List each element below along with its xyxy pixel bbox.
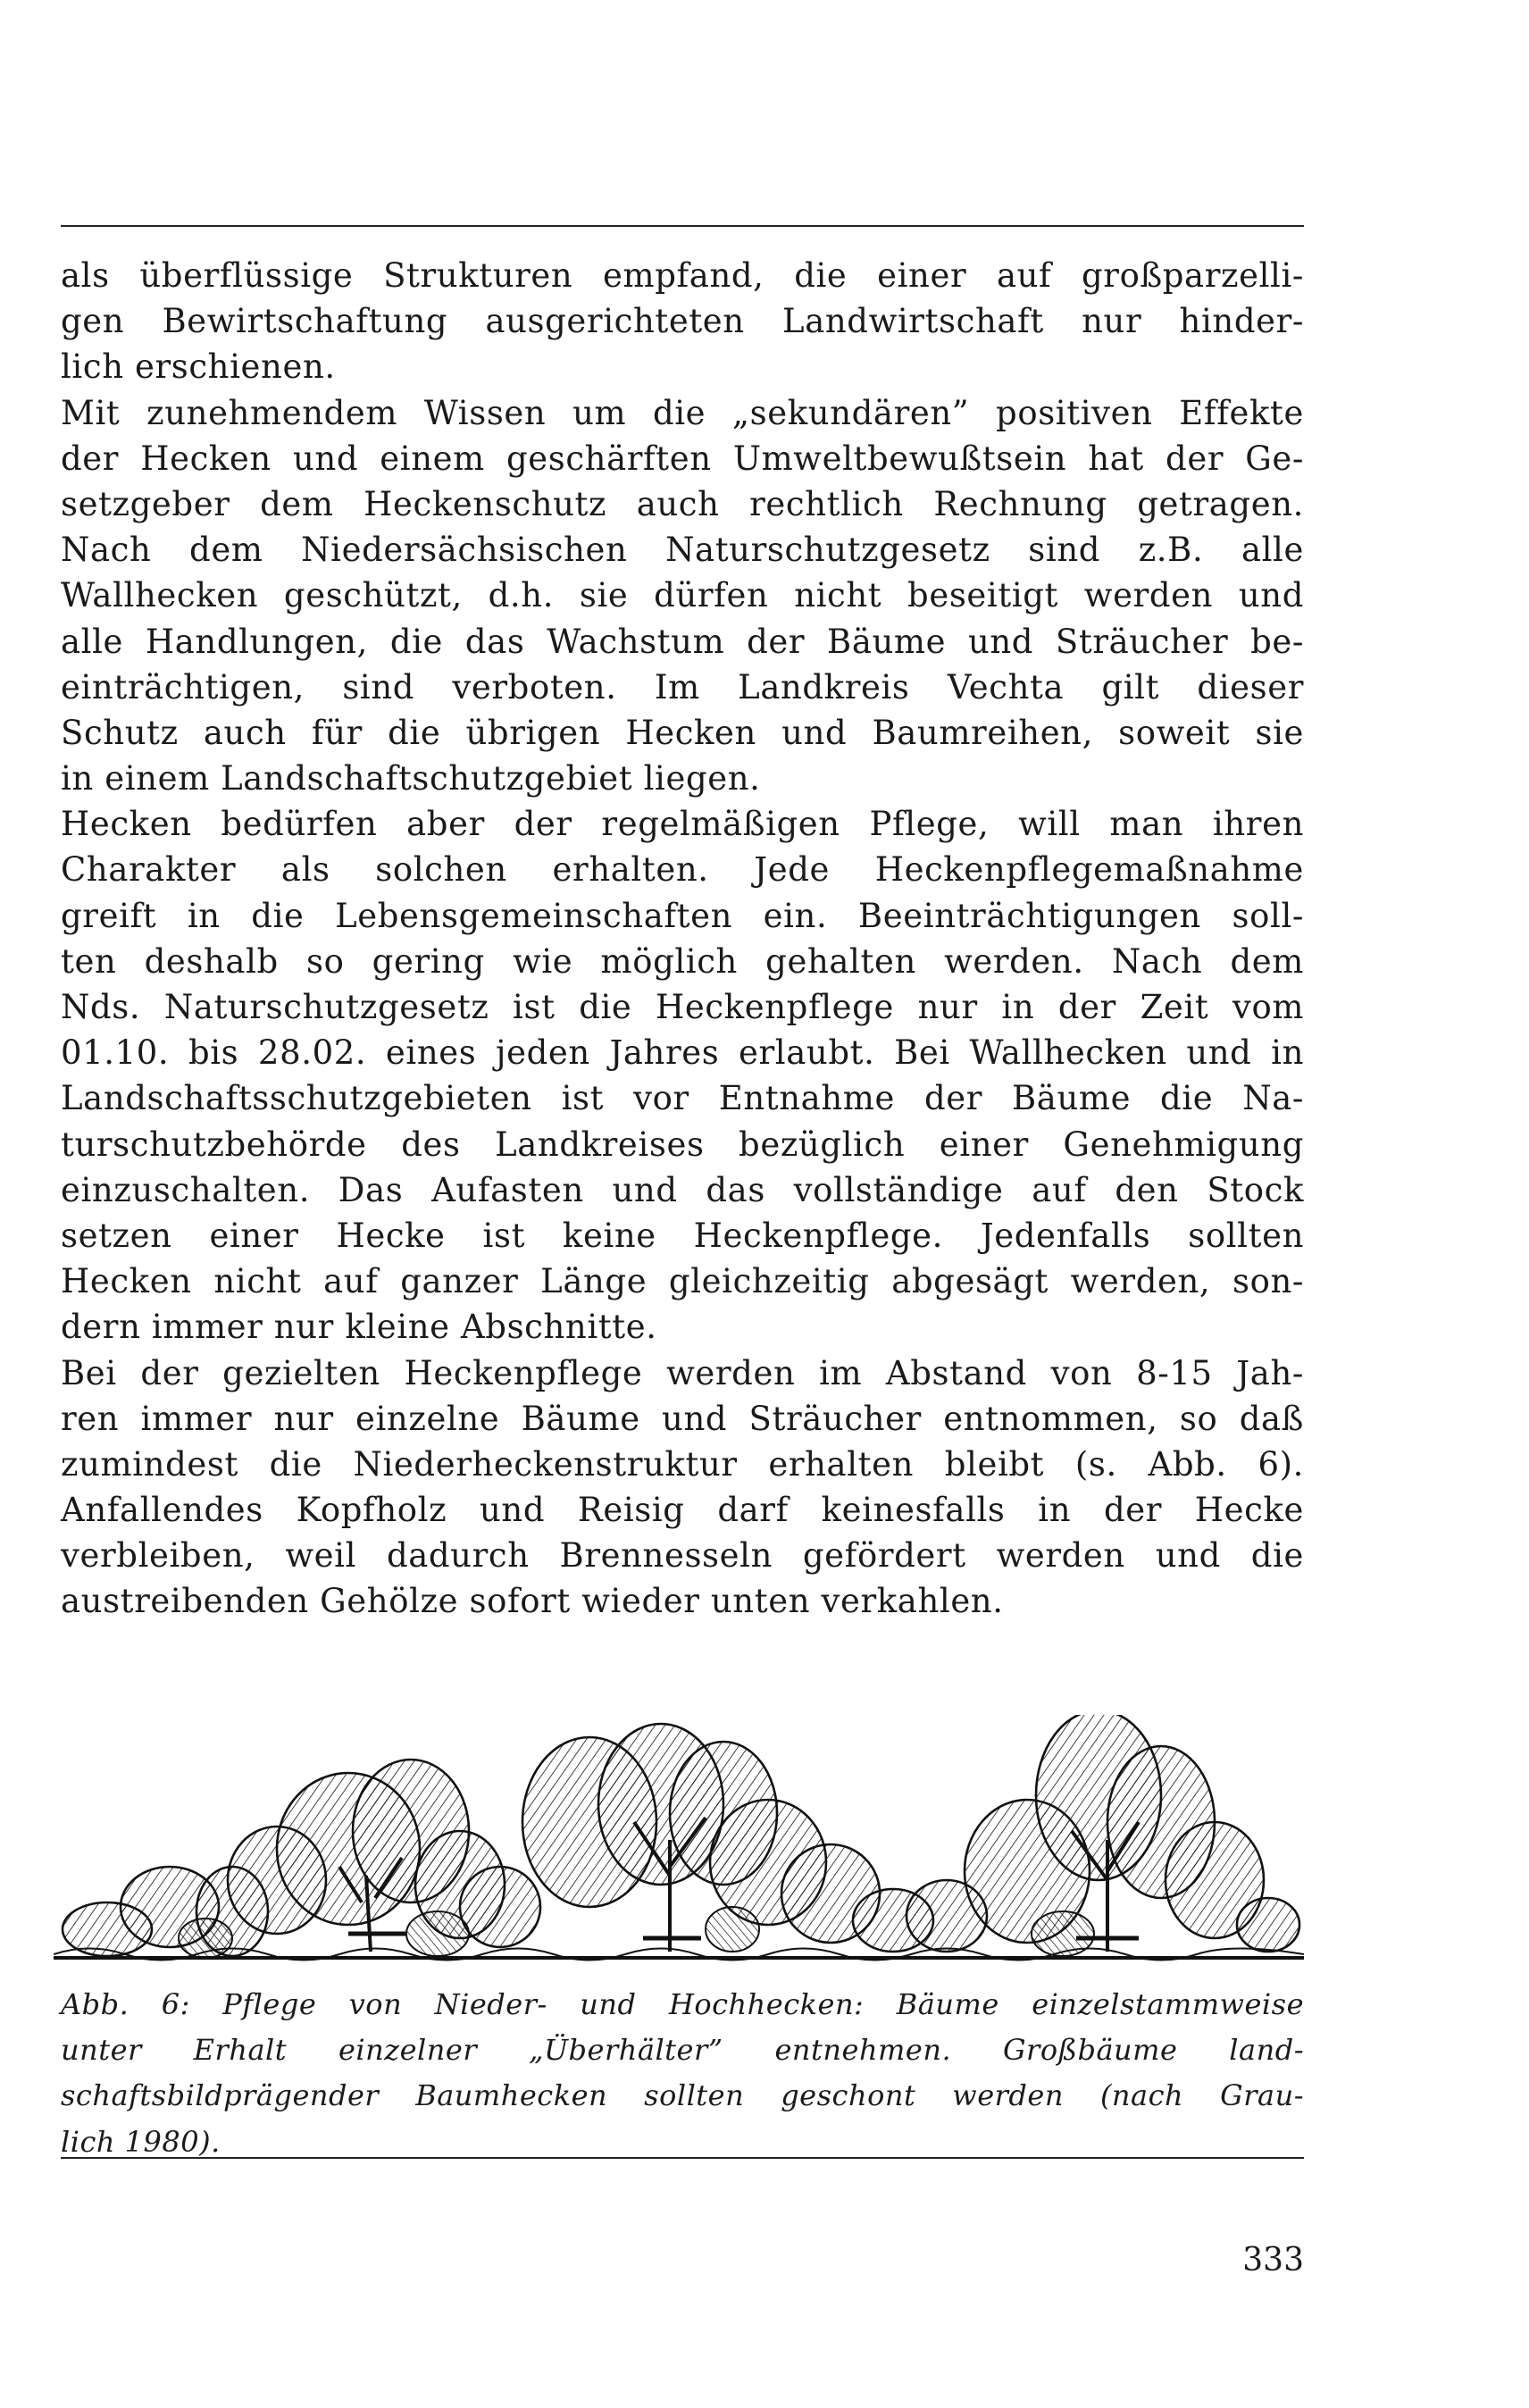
body-line: als überflüssige Strukturen empfand, die einer auf großparzelli- [61,256,1304,295]
hedge-illustration [54,1715,1304,1974]
body-line: verbleiben, weil dadurch Brennesseln gefördert werden und die [61,1536,1304,1576]
body-line: 01.10. bis 28.02. eines jeden Jahres erlaubt. Bei Wallhecken und in [61,1033,1304,1073]
body-text [61,253,1304,1625]
body-line: einzuschalten. Das Aufasten und das vollständige auf den Stock [61,1170,1304,1209]
body-line: Charakter als solchen erhalten. Jede Heckenpflegemaßnahme [61,850,1304,890]
body-line: Wallhecken geschützt, d.h. sie dürfen nicht beseitigt werden und [61,576,1304,615]
body-line: ten deshalb so gering wie möglich gehalten werden. Nach dem [61,941,1304,981]
body-line: setzgeber dem Heckenschutz auch rechtlich Rechnung getragen. [61,484,1304,523]
body-line: Landschaftsschutzgebieten ist vor Entnahme der Bäume die Na- [61,1079,1304,1118]
body-line: Hecken bedürfen aber der regelmäßigen Pflege, will man ihren [61,805,1304,844]
caption-line: schaftsbildprägender Baumhecken sollten geschont werden (nach Grau- [61,2078,1304,2113]
body-line: dern immer nur kleine Abschnitte. [61,1308,657,1347]
caption-line: Abb. 6: Pflege von Nieder- und Hochhecken: Bäume einzelstammweise [61,1987,1304,2021]
hedge-illustration-icon [54,1715,1304,1974]
body-line: in einem Landschaftschutzgebiet liegen. [61,759,761,798]
body-line: einträchtigen, sind verboten. Im Landkreis Vechta gilt dieser [61,667,1304,707]
body-line: austreibenden Gehölze sofort wieder unten verkahlen. [61,1582,1004,1621]
body-line: ren immer nur einzelne Bäume und Sträucher entnommen, so daß [61,1399,1304,1438]
body-line: greift in die Lebensgemeinschaften ein. Beeinträchtigungen soll- [61,896,1304,935]
body-line: turschutzbehörde des Landkreises bezüglich einer Genehmigung [61,1125,1304,1164]
header-rule [61,225,1304,227]
caption-line: unter Erhalt einzelner „Überhälter” entnehmen. Großbäume land- [61,2033,1304,2068]
body-line: zumindest die Niederheckenstruktur erhalten bleibt (s. Abb. 6). [61,1444,1304,1484]
body-line: Hecken nicht auf ganzer Länge gleichzeitig abgesägt werden, son- [61,1262,1304,1301]
body-line: alle Handlungen, die das Wachstum der Bäume und Sträucher be- [61,622,1304,661]
caption-line: lich 1980). [61,2124,221,2159]
body-line: Mit zunehmendem Wissen um die „sekundären” positiven Effekte [61,393,1304,432]
body-line: gen Bewirtschaftung ausgerichteten Landwirtschaft nur hinder- [61,302,1304,341]
page-number: 333 [1242,2242,1304,2278]
body-line: Nach dem Niedersächsischen Naturschutzgesetz sind z.B. alle [61,531,1304,570]
body-line: Anfallendes Kopfholz und Reisig darf keinesfalls in der Hecke [61,1491,1304,1530]
caption-rule [61,2157,1304,2159]
body-line: Bei der gezielten Heckenpflege werden im Abstand von 8-15 Jah- [61,1353,1304,1392]
body-line: der Hecken und einem geschärften Umweltbewußtsein hat der Ge- [61,439,1304,478]
figure-caption [61,1985,1304,2168]
body-line: Schutz auch für die übrigen Hecken und Baumreihen, soweit sie [61,713,1304,752]
body-line: lich erschienen. [61,347,336,387]
body-line: setzen einer Hecke ist keine Heckenpflege. Jedenfalls sollten [61,1216,1304,1255]
body-line: Nds. Naturschutzgesetz ist die Heckenpflege nur in der Zeit vom [61,988,1304,1026]
